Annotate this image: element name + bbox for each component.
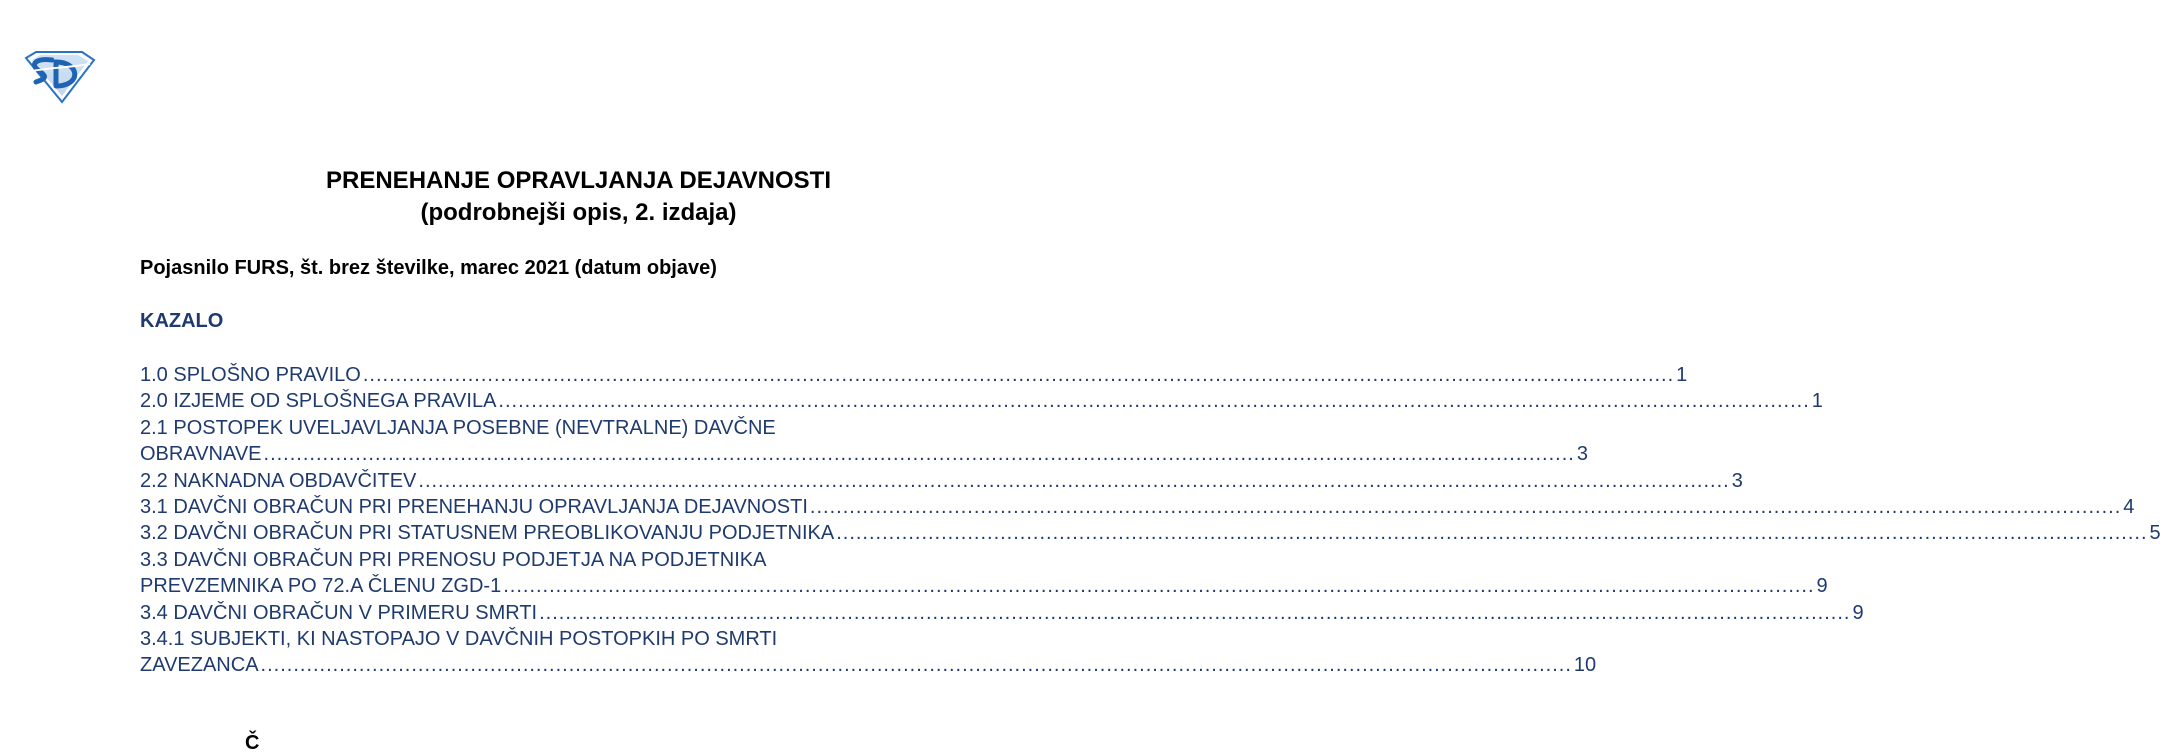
toc-leader-dots: ........................................................................................................................................................................................................	[263, 443, 1575, 466]
toc-entry[interactable]	[140, 362, 1688, 388]
toc-entry[interactable]	[140, 626, 1597, 679]
toc-entry[interactable]	[140, 494, 2135, 520]
toc-page-number: 1	[1676, 364, 1688, 386]
toc-entry-label: 2.2 NAKNADNA OBDAVČITEV	[140, 469, 417, 492]
toc-page-number: 3	[1731, 469, 1743, 492]
toc-entry[interactable]	[140, 600, 1864, 626]
toc-entry[interactable]	[140, 520, 2161, 546]
sd-logo-icon	[22, 50, 96, 104]
toc-leader-dots: ........................................................................................................................................................................................................	[498, 390, 1810, 413]
toc-leader-dots: ........................................................................................................................................................................................................	[836, 522, 2148, 545]
toc-entry[interactable]	[140, 388, 1823, 414]
toc-entry-label-line1: 3.3 DAVČNI OBRAČUN PRI PRENOSU PODJETJA NA PODJETNIKA	[140, 548, 767, 571]
cut-off-heading: Č	[245, 732, 260, 754]
toc-entry-label: 2.0 IZJEME OD SPLOŠNEGA PRAVILA	[140, 390, 497, 413]
toc-entry[interactable]	[140, 547, 1828, 600]
toc-entry-label: 3.4 DAVČNI OBRAČUN V PRIMERU SMRTI	[140, 601, 538, 624]
toc-entry-label-line1: 2.1 POSTOPEK UVELJAVLJANJA POSEBNE (NEVTRALNE) DAVČNE	[140, 416, 776, 439]
toc-page-number: 3	[1576, 443, 1588, 466]
table-of-contents	[140, 362, 2161, 679]
toc-page-number: 9	[1852, 601, 1864, 624]
toc-heading: KAZALO	[140, 310, 224, 332]
document-subtitle-edition: (podrobnejši opis, 2. izdaja)	[420, 199, 737, 226]
toc-page-number: 10	[1573, 654, 1597, 677]
toc-entry-label: 1.0 SPLOŠNO PRAVILO	[140, 364, 361, 386]
toc-page-number: 5	[2149, 522, 2161, 545]
toc-entry-label: OBRAVNAVE	[140, 443, 262, 466]
toc-entry-label: 3.1 DAVČNI OBRAČUN PRI PRENEHANJU OPRAVLJANJA DEJAVNOSTI	[140, 495, 808, 518]
toc-entry[interactable]	[140, 468, 1743, 494]
document-title: PRENEHANJE OPRAVLJANJA DEJAVNOSTI	[326, 167, 831, 194]
toc-leader-dots: ........................................................................................................................................................................................................	[503, 575, 1815, 598]
toc-leader-dots: ........................................................................................................................................................................................................	[539, 601, 1851, 624]
toc-page-number: 9	[1816, 575, 1828, 598]
toc-entry-label: ZAVEZANCA	[140, 654, 259, 677]
toc-entry[interactable]	[140, 415, 1588, 468]
toc-page-number: 4	[2123, 495, 2135, 518]
toc-leader-dots: ........................................................................................................................................................................................................	[418, 469, 1730, 492]
toc-leader-dots: ........................................................................................................................................................................................................	[362, 364, 1675, 386]
toc-leader-dots: ........................................................................................................................................................................................................	[260, 654, 1572, 677]
toc-entry-label-line1: 3.4.1 SUBJEKTI, KI NASTOPAJO V DAVČNIH POSTOPKIH PO SMRTI	[140, 627, 778, 650]
toc-entry-label: 3.2 DAVČNI OBRAČUN PRI STATUSNEM PREOBLIKOVANJU PODJETNIKA	[140, 522, 835, 545]
toc-leader-dots: ........................................................................................................................................................................................................	[809, 495, 2122, 518]
source-note: Pojasnilo FURS, št. brez številke, marec 2021 (datum objave)	[140, 257, 717, 279]
toc-entry-label: PREVZEMNIKA PO 72.A ČLENU ZGD-1	[140, 575, 502, 598]
toc-page-number: 1	[1811, 390, 1823, 413]
